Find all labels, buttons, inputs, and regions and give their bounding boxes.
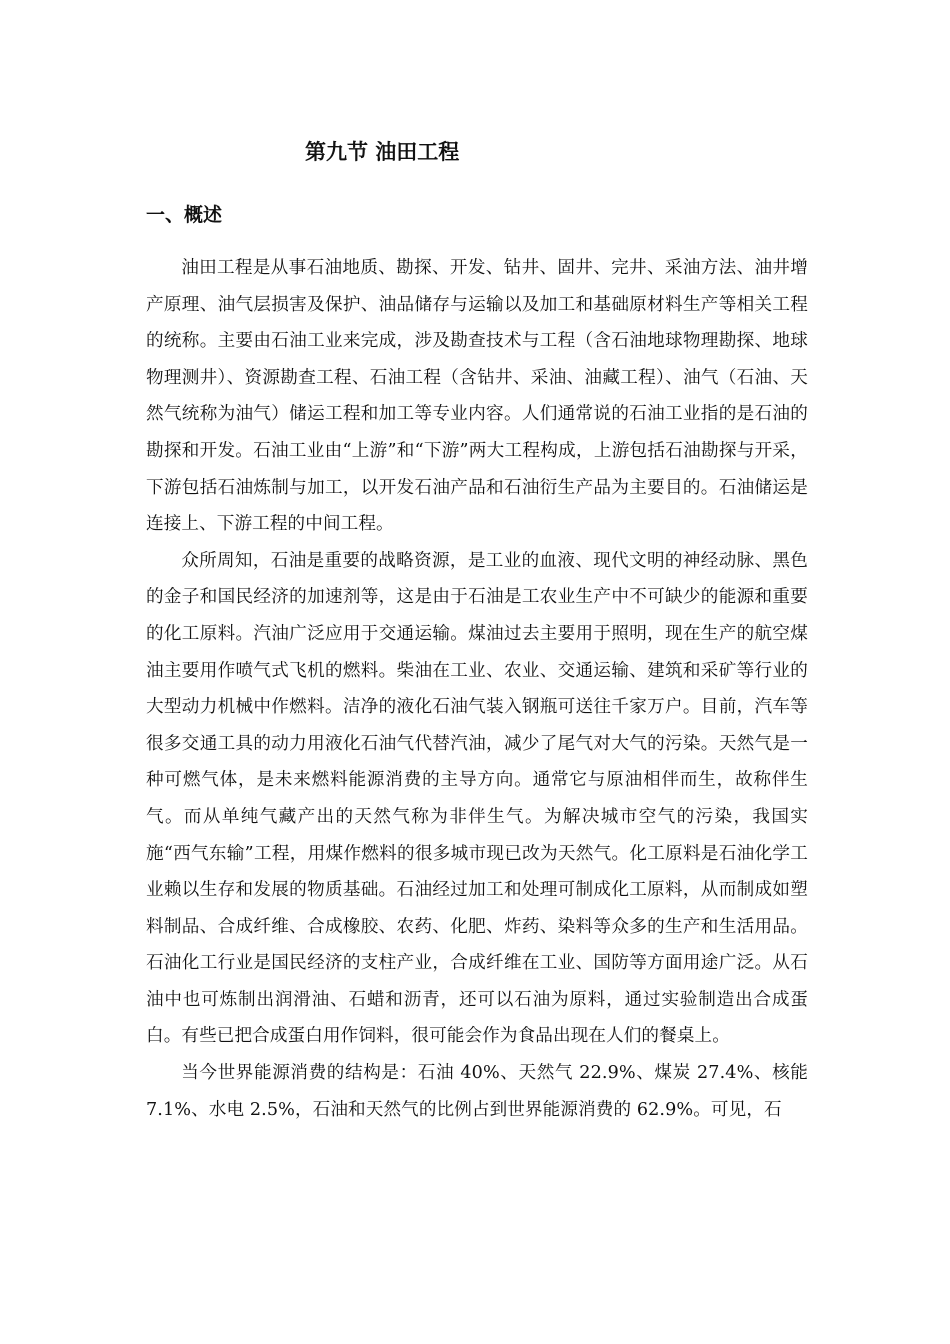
section-title: 第九节 油田工程 — [305, 140, 460, 164]
paragraph-energy-structure: 当今世界能源消费的结构是：石油 40%、天然气 22.9%、煤炭 27.4%、核能 7.1%、水电 2.5%，石油和天然气的比例占到世界能源消费的 62.9%。可见，石 — [146, 1063, 808, 1120]
subheading-overview: 一、概述 — [146, 204, 223, 226]
paragraph-definition: 油田工程是从事石油地质、勘探、开发、钻井、固井、完井、采油方法、油井增产原理、油气层损害及保护、油品储存与运输以及加工和基础原材料生产等相关工程的统称。主要由石油工业来完成，涉及勘查技术与工程（含石油地球物理勘探、地球物理测井）、资源勘查工程、石油工程（含钻井、采油、油藏工程）、油气（石油、天然气统称为油气）储运工程和加工等专业内容。人们通常说的石油工业指的是石油的勘探和开发。石油工业由“上游”和“下游”两大工程构成，上游包括石油勘探与开采，下游包括石油炼制与加工，以开发石油产品和石油衍生产品为主要目的。石油储运是连接上、下游工程的中间工程。 — [146, 258, 808, 535]
body-text — [146, 250, 808, 1128]
paragraph-importance: 众所周知，石油是重要的战略资源，是工业的血液、现代文明的神经动脉、黑色的金子和国民经济的加速剂等，这是由于石油是工农业生产中不可缺少的能源和重要的化工原料。汽油广泛应用于交通运输。煤油过去主要用于照明，现在生产的航空煤油主要用作喷气式飞机的燃料。柴油在工业、农业、交通运输、建筑和采矿等行业的大型动力机械中作燃料。洁净的液化石油气装入钢瓶可送往千家万户。目前，汽车等很多交通工具的动力用液化石油气代替汽油，减少了尾气对大气的污染。天然气是一种可燃气体，是未来燃料能源消费的主导方向。通常它与原油相伴而生，故称伴生气。而从单纯气藏产出的天然气称为非伴生气。为解决城市空气的污染，我国实施“西气东输”工程，用煤作燃料的很多城市现已改为天然气。化工原料是石油化学工业赖以生存和发展的物质基础。石油经过加工和处理可制成化工原料，从而制成如塑料制品、合成纤维、合成橡胶、农药、化肥、炸药、染料等众多的生产和生活用品。石油化工行业是国民经济的支柱产业，合成纤维在工业、国防等方面用途广泛。从石油中也可炼制出润滑油、石蜡和沥青，还可以石油为原料，通过实验制造出合成蛋白。有些已把合成蛋白用作饲料，很可能会作为食品出现在人们的餐桌上。 — [146, 550, 808, 1047]
